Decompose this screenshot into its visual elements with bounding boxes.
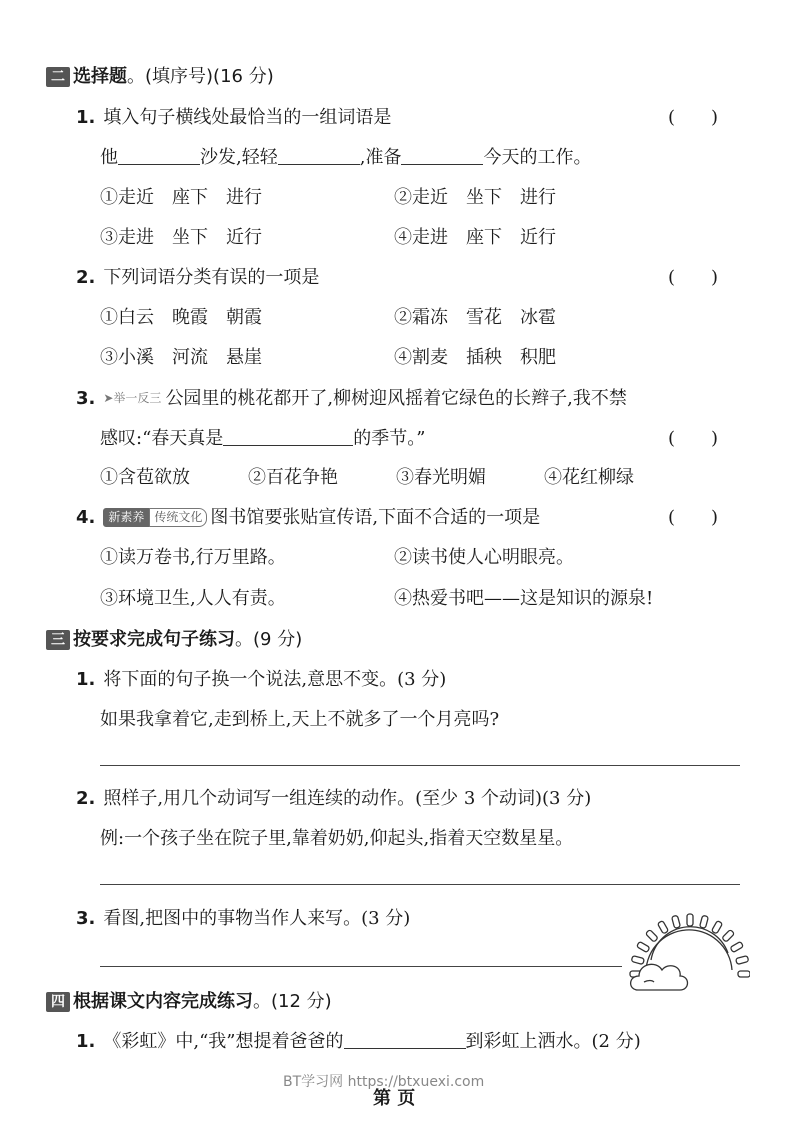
- sun-ray: [687, 914, 693, 926]
- answer-parentheses[interactable]: ( ): [668, 507, 719, 528]
- section-number-badge: 四: [46, 992, 70, 1012]
- sun-ray: [730, 941, 743, 952]
- sun-ray: [631, 956, 644, 965]
- option: ④热爱书吧——这是知识的源泉!: [394, 588, 654, 609]
- page-number: 第 页: [373, 1088, 416, 1109]
- answer-parentheses[interactable]: ( ): [668, 267, 719, 288]
- option: ①走近 座下 进行: [100, 187, 262, 208]
- option: ②霜冻 雪花 冰雹: [394, 307, 556, 328]
- sentence-question-1: 1. 将下面的句子换一个说法,意思不变。(3 分): [76, 669, 447, 690]
- question-1-sentence: 他 沙发,轻轻 ,准备 今天的工作。: [100, 147, 592, 168]
- sentence-question-2: 2. 照样子,用几个动词写一组连续的动作。(至少 3 个动词)(3 分): [76, 788, 592, 809]
- tag-traditional-culture: 传统文化: [149, 508, 207, 527]
- question-3-stem: 3. ➤举一反三 公园里的桃花都开了,柳树迎风摇着它绿色的长辫子,我不禁: [76, 388, 627, 409]
- tag-new-literacy: 新素养: [103, 508, 149, 527]
- option: ④花红柳绿: [544, 467, 634, 488]
- section-title: 选择题: [73, 66, 127, 87]
- sentence-question-1-text: 如果我拿着它,走到桥上,天上不就多了一个月亮吗?: [100, 709, 500, 730]
- section-title: 根据课文内容完成练习: [73, 991, 253, 1012]
- question-4-stem: 4. 新素养 传统文化 图书馆要张贴宣传语,下面不合适的一项是: [76, 507, 541, 528]
- option: ④割麦 插秧 积肥: [394, 347, 556, 368]
- sentence-question-3: 3. 看图,把图中的事物当作人来写。(3 分): [76, 908, 411, 929]
- option: ②百花争艳: [248, 467, 338, 488]
- option: ①含苞欲放: [100, 467, 190, 488]
- fill-blank[interactable]: [278, 146, 360, 165]
- section-score: 。(填序号)(16 分): [127, 66, 274, 87]
- sun-ray: [711, 921, 722, 934]
- tag-extension: ➤举一反三: [103, 391, 162, 405]
- section-score: 。(12 分): [253, 991, 332, 1012]
- section-4-heading: [46, 987, 332, 1013]
- option: ②走近 坐下 进行: [394, 187, 556, 208]
- sun-ray: [738, 971, 750, 977]
- sun-ray: [700, 915, 709, 928]
- option: ③小溪 河流 悬崖: [100, 347, 262, 368]
- option: ③走进 坐下 近行: [100, 227, 262, 248]
- option: ③环境卫生,人人有责。: [100, 588, 286, 609]
- sun-cloud-illustration: [624, 898, 750, 1000]
- fill-blank[interactable]: [401, 146, 483, 165]
- sun-ray: [645, 929, 658, 942]
- answer-line[interactable]: [100, 966, 622, 967]
- source-watermark: BT学习网 https://btxuexi.com: [283, 1074, 485, 1090]
- section-title: 按要求完成句子练习: [73, 629, 235, 650]
- fill-blank[interactable]: [344, 1030, 466, 1049]
- option: ③春光明媚: [396, 467, 486, 488]
- fill-blank[interactable]: [118, 146, 200, 165]
- option: ④走进 座下 近行: [394, 227, 556, 248]
- section-score: 。(9 分): [235, 629, 303, 650]
- option: ①读万卷书,行万里路。: [100, 547, 286, 568]
- answer-line[interactable]: [100, 884, 740, 885]
- section-2-heading: [46, 62, 274, 88]
- question-2-stem: 2. 下列词语分类有误的一项是: [76, 267, 320, 288]
- sun-ray: [657, 921, 668, 934]
- text-question-1: 1. 《彩虹》中,“我”想提着爸爸的 到彩虹上洒水。(2 分): [76, 1031, 641, 1052]
- section-3-heading: [46, 625, 302, 651]
- option: ①白云 晚霞 朝霞: [100, 307, 262, 328]
- option: ②读书使人心明眼亮。: [394, 547, 574, 568]
- sun-ray: [722, 929, 735, 942]
- sun-ray: [637, 941, 650, 952]
- section-number-badge: 二: [46, 67, 70, 87]
- sun-ray: [672, 915, 681, 928]
- answer-parentheses[interactable]: ( ): [668, 428, 719, 449]
- answer-line[interactable]: [100, 765, 740, 766]
- question-1-stem: 1. 填入句子横线处最恰当的一组词语是: [76, 107, 392, 128]
- sun-ray: [736, 956, 749, 965]
- fill-blank[interactable]: [223, 427, 353, 446]
- question-3-line2: 感叹:“春天真是 的季节。”: [100, 428, 426, 449]
- section-number-badge: 三: [46, 630, 70, 650]
- sentence-question-2-example: 例:一个孩子坐在院子里,靠着奶奶,仰起头,指着天空数星星。: [100, 828, 574, 849]
- answer-parentheses[interactable]: ( ): [668, 107, 719, 128]
